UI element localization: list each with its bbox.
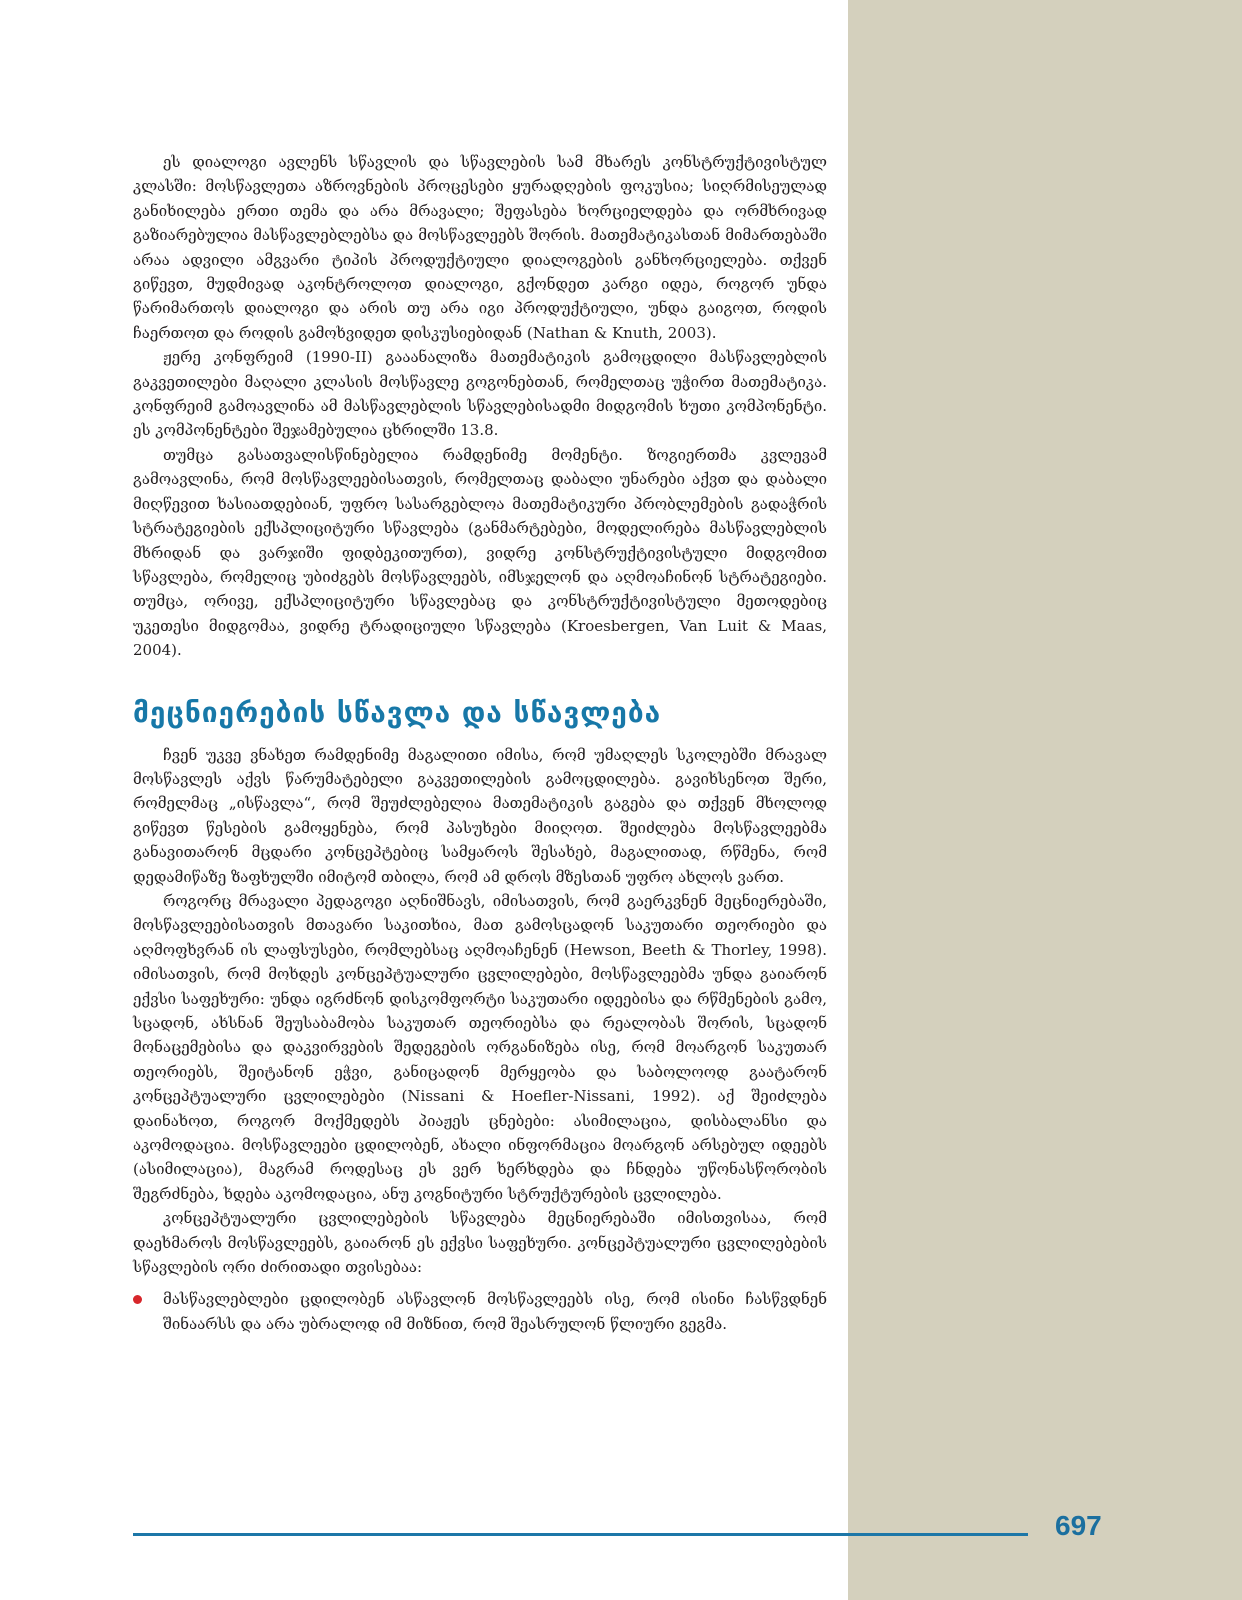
body-paragraph: ჩვენ უკვე ვნახეთ რამდენიმე მაგალითი იმისა, რომ უმაღლეს სკოლებში მრავალ მოსწავლეს აქვს წარუმატებელი გაკვეთილების გამოცდილება. გავიხსენოთ შერი, რომელმაც „ისწავლა“, რომ შეუძლებელია მათემატიკის გაგება და თქვენ მხოლოდ გიწევთ წესების გამოყენება, რომ პასუხები მიიღოთ. შეიძლება მოსწავლეებმა განავითარონ მცდარი კონცეპტებიც სამყაროს შესახებ, მაგალითად, რწმენა, რომ დედამიწაზე ზაფხულში იმიტომ თბილა, რომ ამ დროს მზესთან უფრო ახლოს ვართ. <box>133 745 827 886</box>
body-paragraph: ჟერე კონფრეიმ (1990-II) გააანალიზა მათემატიკის გამოცდილი მასწავლებლის გაკვეთილები მაღალი კლასის მოსწავლე გოგონებთან, რომელთაც უჭირთ მათემატიკა. კონფრეიმ გამოავლინა ამ მასწავლებლის სწავლებისადმი მიდგომის ხუთი კომპონენტი. ეს კომპონენტები შეჯამებულია ცხრილში 13.8. <box>133 348 827 440</box>
bullet-item <box>133 1287 827 1336</box>
bullet-dot-icon <box>133 1295 142 1304</box>
body-paragraph: თუმცა გასათვალისწინებელია რამდენიმე მომენტი. ზოგიერთმა კვლევამ გამოავლინა, რომ მოსწავლეებისათვის, რომელთაც დაბალი უნარები აქვთ და დაბალი მიღწევით ხასიათდებიან, უფრო სასარგებლოა მათემატიკური პრობლემების გადაჭრის სტრატეგიების ექსპლიციტური სწავლება (განმარტებები, მოდელირება მასწავლებლის მხრიდან და ვარჯიში ფიდბეკითურთ), ვიდრე კონსტრუქტივისტული მიდგომით სწავლება, რომელიც უბიძგებს მოსწავლეებს, იმსჯელონ და აღმოაჩინონ სტრატეგიები. თუმცა, ორივე, ექსპლიციტური სწავლებაც და კონსტრუქტივისტული მეთოდებიც უკეთესი მიდგომაა, ვიდრე ტრადიციული სწავლება (Kroesbergen, Van Luit & Maas, 2004). <box>133 445 827 660</box>
page-number: 697 <box>1055 1510 1102 1541</box>
body-paragraph: კონცეპტუალური ცვლილებების სწავლება მეცნიერებაში იმისთვისაა, რომ დაეხმაროს მოსწავლეებს, გაიარონ ეს ექვსი საფეხური. კონცეპტუალური ცვლილებების სწავლების ორი ძირითადი თვისებაა: <box>133 1209 827 1277</box>
section-heading: მეცნიერების სწავლა და სწავლება <box>133 695 662 729</box>
side-margin-band <box>848 0 1242 1600</box>
bullet-list <box>133 1287 827 1336</box>
page-content <box>133 150 827 1336</box>
body-paragraph: ეს დიალოგი ავლენს სწავლის და სწავლების სამ მხარეს კონსტრუქტივისტულ კლასში: მოსწავლეთა აზროვნების პროცესები ყურადღების ფოკუსია; სიღრმისეულად განიხილება ერთი თემა და არა მრავალი; შეფასება ხორციელდება და ორმხრივად გაზიარებულია მასწავლებლებსა და მოსწავლეებს შორის. მათემატიკასთან მიმართებაში არაა ადვილი ამგვარი ტიპის პროდუქტიული დიალოგების განხორციელება. თქვენ გიწევთ, მუდმივად აკონტროლოთ დიალოგი, გქონდეთ კარგი იდეა, როგორ უნდა წარიმართოს დიალოგი და არის თუ არა იგი პროდუქტიული, უნდა გაიგოთ, როდის ჩაერთოთ და როდის გამოხვიდეთ დისკუსიებიდან (Nathan & Knuth, 2003). <box>133 153 827 342</box>
bullet-text: მასწავლებლები ცდილობენ ასწავლონ მოსწავლეებს ისე, რომ ისინი ჩასწვდნენ შინაარსს და არა უბრალოდ იმ მიზნით, რომ შეასრულონ წლიური გეგმა. <box>163 1290 827 1333</box>
body-paragraph: როგორც მრავალი პედაგოგი აღნიშნავს, იმისათვის, რომ გაერკვნენ მეცნიერებაში, მოსწავლეებისათვის მთავარი საკითხია, მათ გამოსცადონ საკუთარი თეორიები და აღმოფხვრან ის ლაფსუსები, რომლებსაც აღმოაჩენენ (Hewson, Beeth & Thorley, 1998). იმისათვის, რომ მოხდეს კონცეპტუალური ცვლილებები, მოსწავლეებმა უნდა გაიარონ ექვსი საფეხური: უნდა იგრძნონ დისკომფორტი საკუთარი იდეებისა და რწმენების გამო, სცადონ, ახსნან შეუსაბამობა საკუთარ თეორიებსა და რეალობას შორის, სცადონ მონაცემებისა და დაკვირვების შედეგების ორგანიზება ისე, რომ მოარგონ საკუთარ თეორიებს, შეიტანონ ეჭვი, განიცადონ მერყეობა და საბოლოოდ გაატარონ კონცეპტუალური ცვლილებები (Nissani & Hoefler-Nissani, 1992). აქ შეიძლება დაინახოთ, როგორ მოქმედებს პიაჟეს ცნებები: ასიმილაცია, დისბალანსი და აკომოდაცია. მოსწავლეები ცდილობენ, ახალი ინფორმაცია მოარგონ არსებულ იდეებს (ასიმილაცია), მაგრამ როდესაც ეს ვერ ხერხდება და ჩნდება უწონასწორობის შეგრძნება, ხდება აკომოდაცია, ანუ კოგნიტური სტრუქტურების ცვლილება. <box>133 891 827 1203</box>
footer-rule <box>133 1533 1028 1536</box>
